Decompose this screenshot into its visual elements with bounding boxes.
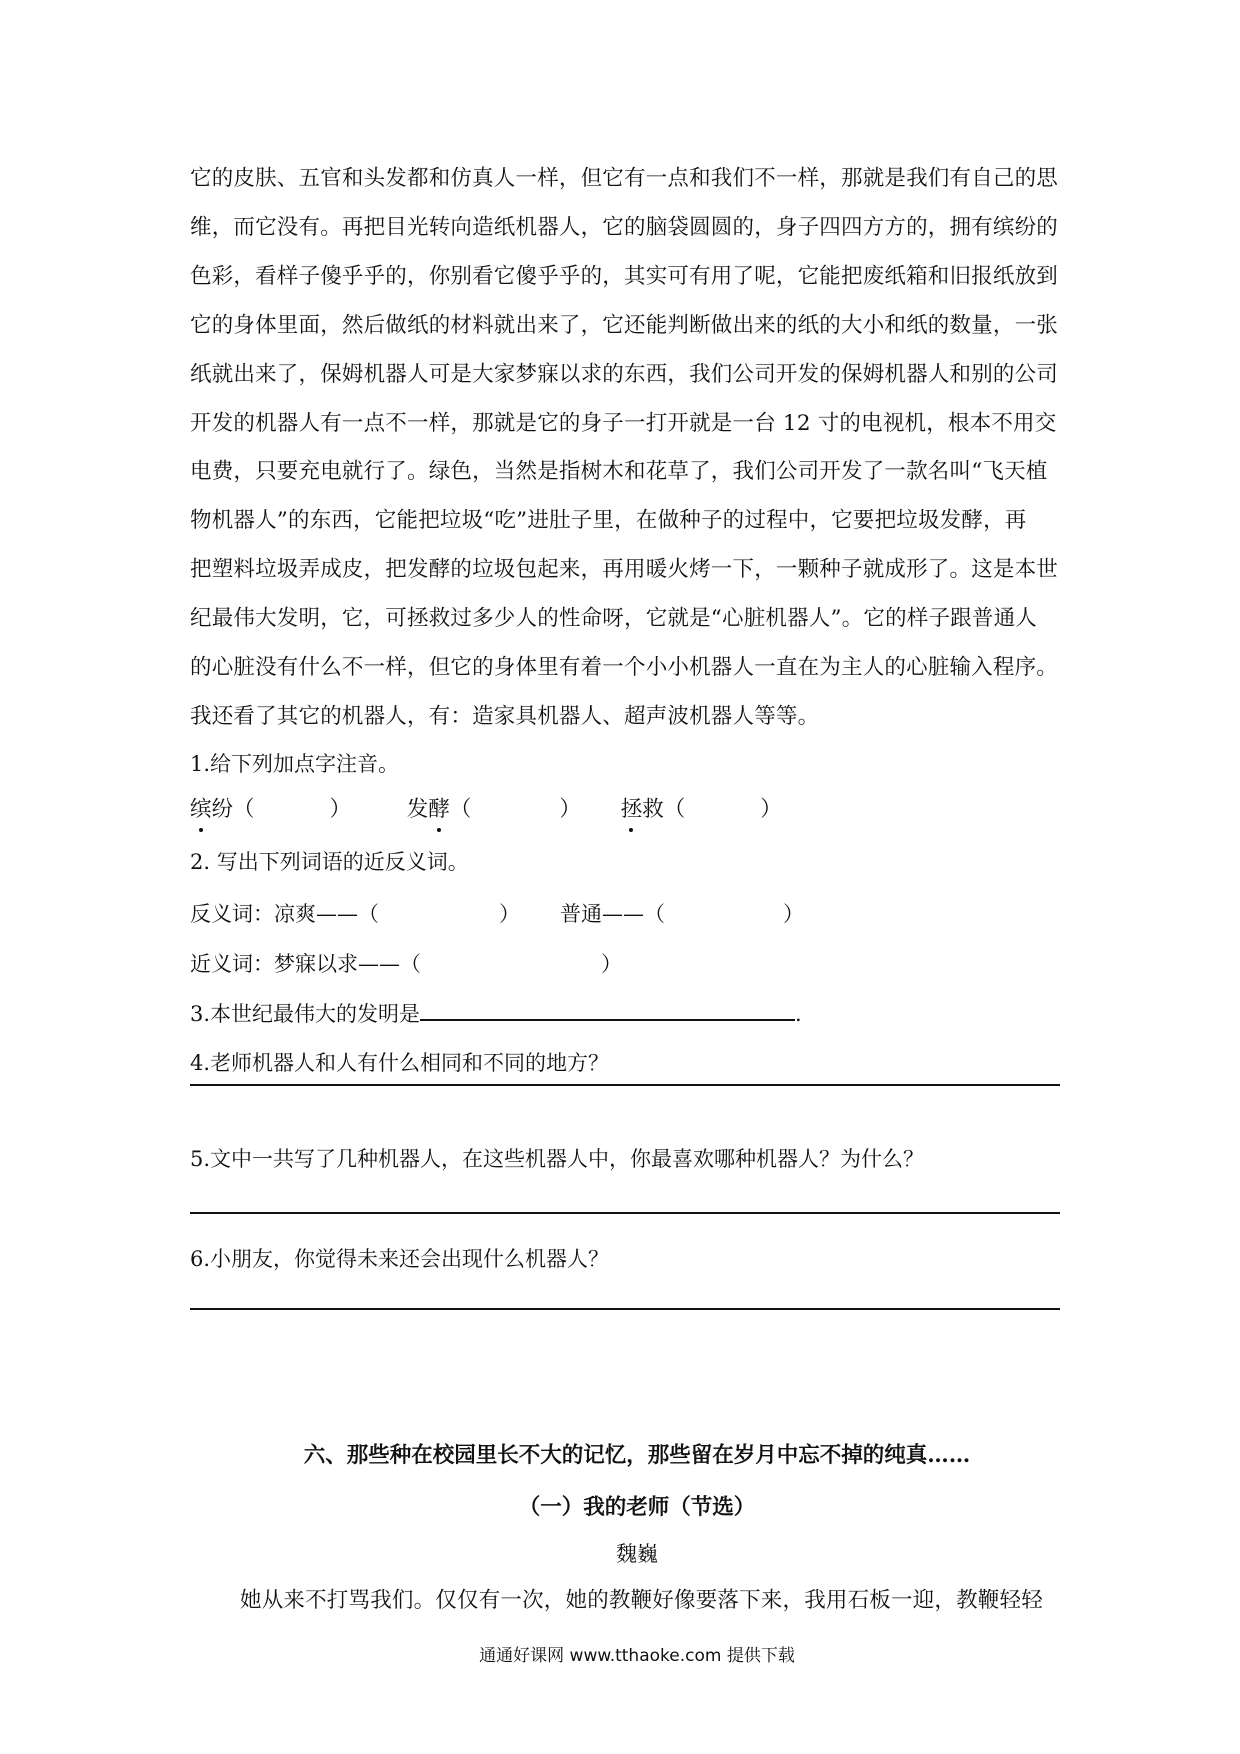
question-5: 5.文中一共写了几种机器人，在这些机器人中，你最喜欢哪种机器人？为什么？ xyxy=(190,1147,925,1171)
word-part: 发 xyxy=(406,797,429,822)
section-heading: 六、那些种在校园里长不大的记忆，那些留在岁月中忘不掉的纯真…… xyxy=(303,1443,971,1468)
answer-blank[interactable] xyxy=(420,1001,795,1021)
antonym2-label: 普通——（ xyxy=(560,902,665,926)
dotted-char: 酵 xyxy=(428,797,450,822)
passage-line: 物机器人”的东西，它能把垃圾“吃”进肚子里，在做种子的过程中，它要把垃圾发酵，再 xyxy=(190,508,1027,534)
passage-line: 我还看了其它的机器人，有：造家具机器人、超声波机器人等等。 xyxy=(190,703,820,729)
paren-close: ） xyxy=(559,797,581,822)
word-part: （ xyxy=(449,797,472,822)
question-3-text: 3.本世纪最伟大的发明是 xyxy=(190,1002,421,1026)
dotted-char: 缤 xyxy=(190,797,212,822)
question-3-end: . xyxy=(795,1002,802,1026)
word-part: 救（ xyxy=(642,797,686,822)
answer-line[interactable] xyxy=(190,1212,1060,1214)
author: 魏巍 xyxy=(616,1542,658,1566)
pinyin-item xyxy=(407,792,614,823)
synonym-row xyxy=(190,948,622,978)
passage-line: 维，而它没有。再把目光转向造纸机器人，它的脑袋圆圆的，身子四四方方的，拥有缤纷的 xyxy=(190,214,1059,240)
question-6: 6.小朋友，你觉得未来还会出现什么机器人？ xyxy=(190,1247,610,1271)
dotted-char: 拯 xyxy=(620,797,643,822)
answer-line[interactable] xyxy=(190,1084,1060,1086)
passage-line: 电费，只要充电就行了。绿色，当然是指树木和花草了，我们公司开发了一款名叫“飞天植 xyxy=(190,459,1048,485)
reading-passage xyxy=(190,155,1060,742)
passage-line: 的心脏没有什么不一样，但它的身体里有着一个小小机器人一直在为主人的心脏输入程序。 xyxy=(190,655,1059,681)
paren-close: ） xyxy=(783,902,804,926)
question-4: 4.老师机器人和人有什么相同和不同的地方？ xyxy=(190,1051,610,1075)
passage-line: 把塑料垃圾弄成皮，把发酵的垃圾包起来，再用暖火烤一下，一颗种子就成形了。这是本世 xyxy=(190,557,1059,583)
antonym-label: 反义词：凉爽——（ xyxy=(190,902,379,926)
passage-line: 色彩，看样子傻乎乎的，你别看它傻乎乎的，其实可有用了呢，它能把废纸箱和旧报纸放到 xyxy=(190,263,1059,289)
question-3 xyxy=(190,998,802,1028)
word-part: 纷（ xyxy=(211,797,255,822)
antonym-row xyxy=(190,898,804,928)
subheading: （一）我的老师（节选） xyxy=(518,1495,756,1520)
paren-close: ） xyxy=(499,902,520,926)
passage-line: 它的身体里面，然后做纸的材料就出来了，它还能判断做出来的纸的大小和纸的数量，一张 xyxy=(190,312,1059,338)
question-1-items xyxy=(190,792,782,823)
passage-line: 它的皮肤、五官和头发都和仿真人一样，但它有一点和我们不一样，那就是我们有自己的思 xyxy=(190,166,1059,191)
question-2-title: 2. 写出下列词语的近反义词。 xyxy=(190,850,469,874)
paren-close: ） xyxy=(760,797,782,822)
pinyin-item xyxy=(621,792,782,823)
synonym-label: 近义词：梦寐以求——（ xyxy=(190,952,421,976)
passage-line: 开发的机器人有一点不一样，那就是它的身子一打开就是一台 12 寸的电视机，根本不用交 xyxy=(190,410,1057,436)
passage-line: 她从来不打骂我们。仅仅有一次，她的教鞭好像要落下来，我用石板一迎，教鞭轻轻 xyxy=(240,1588,1043,1613)
pinyin-item xyxy=(190,792,400,823)
paren-close: ） xyxy=(601,952,622,976)
paren-close: ） xyxy=(329,797,352,822)
footer: 通通好课网 www.tthaoke.com 提供下载 xyxy=(479,1646,795,1666)
question-1-title: 1.给下列加点字注音。 xyxy=(190,752,400,776)
passage-line: 纸就出来了，保姆机器人可是大家梦寐以求的东西，我们公司开发的保姆机器人和别的公司 xyxy=(190,361,1059,387)
answer-line[interactable] xyxy=(190,1308,1060,1310)
passage-line: 纪最伟大发明，它，可拯救过多少人的性命呀，它就是“心脏机器人”。它的样子跟普通人 xyxy=(190,606,1037,632)
